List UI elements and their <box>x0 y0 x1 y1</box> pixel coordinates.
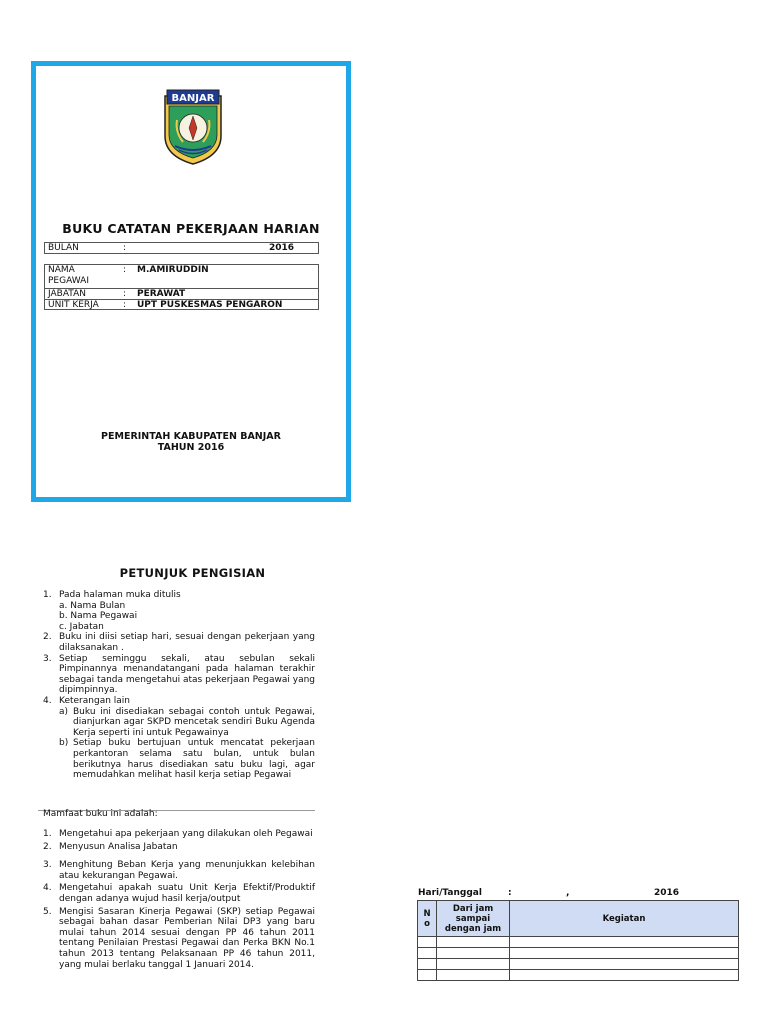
cover-footer-org: PEMERINTAH KABUPATEN BANJAR <box>101 431 281 442</box>
hari-tanggal-line <box>418 888 738 900</box>
jabatan-value: PERAWAT <box>137 289 186 299</box>
svg-text:BANJAR: BANJAR <box>171 93 215 104</box>
petunjuk-title: PETUNJUK PENGISIAN <box>119 566 266 580</box>
nama-colon: : <box>123 265 127 275</box>
unit-colon: : <box>123 300 127 310</box>
bulan-colon: : <box>123 243 127 253</box>
table-row <box>418 948 739 959</box>
manfaat-heading: Mamfaat buku ini adalah: <box>43 809 158 819</box>
hari-tanggal-year: 2016 <box>654 888 680 898</box>
list-item: 3. Setiap seminggu sekali, atau sebulan sekali Pimpinannya menandatangani pada halaman terakhir sebagai tanda mengetahui atas pekerjaan Pegawai yang dipimpinnya. <box>43 653 315 696</box>
list-item: 2. Menyusun Analisa Jabatan <box>43 841 178 852</box>
list-item: 4. Mengetahui apakah suatu Unit Kerja Efektif/Produktif dengan adanya wujud hasil kerja/output <box>43 883 315 904</box>
nama-label: NAMA PEGAWAI <box>48 265 89 286</box>
sub-item-b: b) Setiap buku bertujuan untuk mencatat pekerjaan perkantoran selama satu bulan, untuk bulan berikutnya harus disediakan satu buku lagi, agar memudahkan melihat hasil kerja setiap Pegawai <box>59 738 315 781</box>
banjar-emblem-icon <box>163 88 223 166</box>
manfaat-list <box>43 829 315 972</box>
list-item: 2. Buku ini diisi setiap hari, sesuai dengan pekerjaan yang dilaksanakan . <box>43 632 315 653</box>
daily-log-table <box>417 900 739 981</box>
cover-page <box>31 61 351 502</box>
unit-value: UPT PUSKESMAS PENGARON <box>137 300 283 310</box>
employee-info-box <box>44 264 319 310</box>
table-row <box>418 937 739 948</box>
list-item: 4. Keterangan lain a) Buku ini disediakan sebagai contoh untuk Pegawai, dianjurkan agar SKPD mencetak sendiri Buku Agenda Kerja seperti ini untuk Pegawainya b) Setiap buku bertujuan untuk mencatat pekerjaan perkantoran selama satu bulan, untuk bulan berikutnya harus disediakan satu buku lagi, agar memudahkan melihat hasil kerja setiap Pegawai <box>43 695 315 781</box>
bulan-label: BULAN <box>48 243 79 253</box>
bulan-box <box>44 242 319 254</box>
jabatan-label: JABATAN <box>48 289 86 299</box>
list-item: 1. Mengetahui apa pekerjaan yang dilakukan oleh Pegawai <box>43 829 313 839</box>
table-row <box>418 959 739 970</box>
cover-footer-year: TAHUN 2016 <box>157 442 225 453</box>
cover-footer <box>36 431 346 453</box>
col-no-header: N o <box>418 901 437 937</box>
list-item: 5. Mengisi Sasaran Kinerja Pegawai (SKP) setiap Pegawai sebagai bahan dasar Pemberian Nilai DP3 yang baru mulai tahun 2014 sesuai dengan PP 46 tahun 2011 tentang Penilaian Prestasi Pegawai dan Perka BKN No.1 tahun 2013 tentang Pelaksanaan PP 46 tahun 2011, yang mulai berlaku tanggal 1 Januari 2014. <box>43 906 315 970</box>
col-jam-header: Dari jam sampai dengan jam <box>437 901 510 937</box>
hari-tanggal-colon: : <box>508 888 512 898</box>
list-item: 1. Pada halaman muka ditulis a. Nama Bulan b. Nama Pegawai c. Jabatan <box>43 590 181 632</box>
hari-tanggal-comma: , <box>566 888 570 898</box>
jabatan-colon: : <box>123 289 127 299</box>
hari-tanggal-label: Hari/Tanggal <box>418 888 482 898</box>
petunjuk-list <box>43 590 315 781</box>
nama-value: M.AMIRUDDIN <box>137 265 209 275</box>
list-item: 3. Menghitung Beban Kerja yang menunjukkan kelebihan atau kekurangan Pegawai. <box>43 860 315 881</box>
cover-title: BUKU CATATAN PEKERJAAN HARIAN <box>62 221 320 236</box>
table-row <box>418 970 739 981</box>
col-kegiatan-header: Kegiatan <box>510 901 739 937</box>
bulan-value: 2016 <box>268 243 294 253</box>
unit-label: UNIT KERJA <box>48 300 99 310</box>
sub-item-a: a) Buku ini disediakan sebagai contoh untuk Pegawai, dianjurkan agar SKPD mencetak sendiri Buku Agenda Kerja seperti ini untuk Pegawainya <box>59 706 315 738</box>
